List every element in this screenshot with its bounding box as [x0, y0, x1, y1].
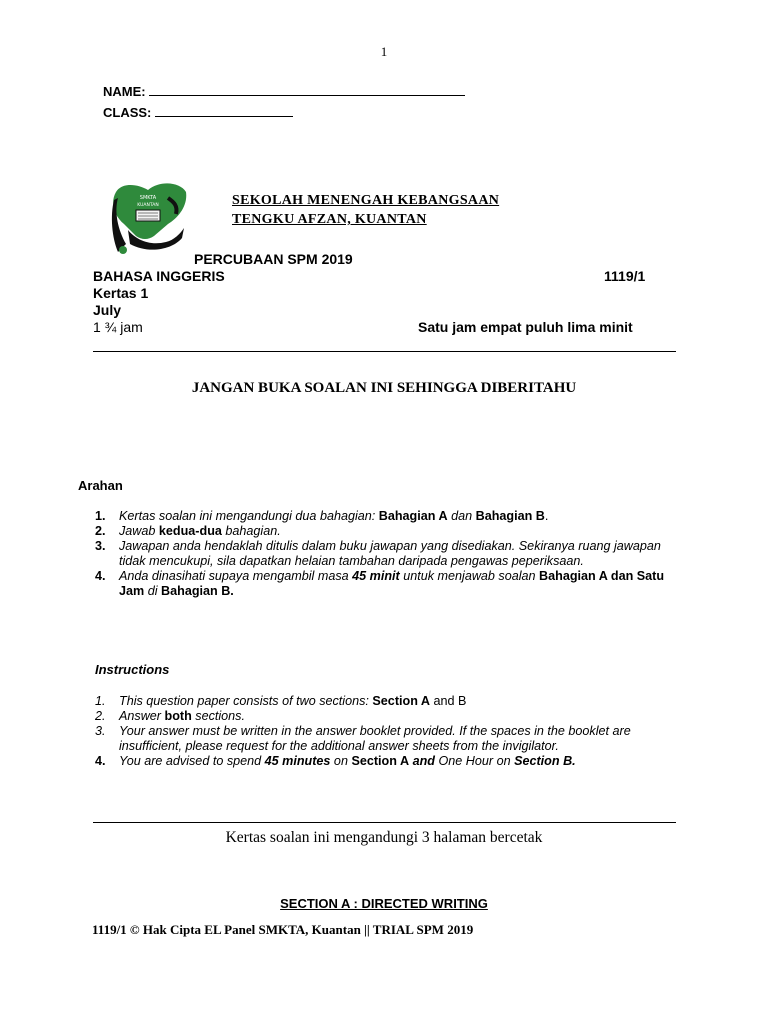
instruction-item: 2. Answer both sections. — [95, 709, 245, 723]
arahan-item: 4. Anda dinasihati supaya mengambil masa 45 minit untuk menjawab soalan Bahagian A dan Satu Jam di Bahagian B. — [95, 569, 665, 598]
logo-text-top: SMKTA — [139, 195, 157, 201]
exam-month: July — [93, 302, 122, 318]
arahan-item: 3. Jawapan anda hendaklah ditulis dalam buku jawapan yang disediakan. Sekiranya ruang jawapan tidak mencukupi, sila dapatkan helaian tambahan daripada pengawas peperiksaan. — [95, 539, 661, 568]
class-field — [103, 104, 293, 120]
duration-long: Satu jam empat puluh lima minit — [418, 319, 633, 335]
arahan-item: 2. Jawab kedua-dua bahagian. — [95, 524, 281, 538]
arahan-item: 1. Kertas soalan ini mengandungi dua bahagian: Bahagian A dan Bahagian B. — [95, 509, 549, 523]
paper-number: Kertas 1 — [93, 285, 149, 301]
school-logo-icon — [108, 178, 188, 258]
logo-text-mid: KUANTAN — [137, 203, 159, 208]
class-blank — [155, 104, 293, 117]
name-field — [103, 83, 465, 99]
subject: BAHASA INGGERIS — [93, 268, 225, 284]
arahan-heading: Arahan — [78, 478, 123, 493]
instruction-item: 3. Your answer must be written in the answer booklet provided. If the spaces in the booklet are insufficient, please request for the additional answer sheets from the invigilator. — [95, 724, 631, 753]
instruction-item: 4. You are advised to spend 45 minutes on Section A and One Hour on Section B. — [95, 754, 576, 768]
instruction-item: 1. This question paper consists of two sections: Section A and B — [95, 694, 467, 708]
page-number: 1 — [380, 44, 388, 59]
page-count-note: Kertas soalan ini mengandungi 3 halaman bercetak — [225, 829, 543, 846]
footer-divider — [93, 822, 676, 823]
class-label: CLASS: — [103, 105, 152, 120]
duration-short: 1 ¾ jam — [93, 319, 143, 335]
do-not-open-warning: JANGAN BUKA SOALAN INI SEHINGGA DIBERITAHU — [191, 380, 577, 396]
copyright-footer: 1119/1 © Hak Cipta EL Panel SMKTA, Kuantan || TRIAL SPM 2019 — [92, 922, 474, 937]
section-a-heading: SECTION A : DIRECTED WRITING — [280, 896, 488, 911]
school-name-line2: TENGKU AFZAN, KUANTAN — [232, 212, 427, 227]
header-divider — [93, 351, 676, 352]
school-name-line1: SEKOLAH MENENGAH KEBANGSAAN — [232, 193, 500, 208]
name-label: NAME: — [103, 84, 146, 99]
arahan-list — [95, 509, 680, 599]
exam-title: PERCUBAAN SPM 2019 — [194, 251, 353, 267]
instructions-list — [95, 694, 680, 769]
paper-code: 1119/1 — [604, 268, 646, 284]
instructions-heading: Instructions — [95, 662, 170, 677]
name-blank — [149, 83, 465, 96]
